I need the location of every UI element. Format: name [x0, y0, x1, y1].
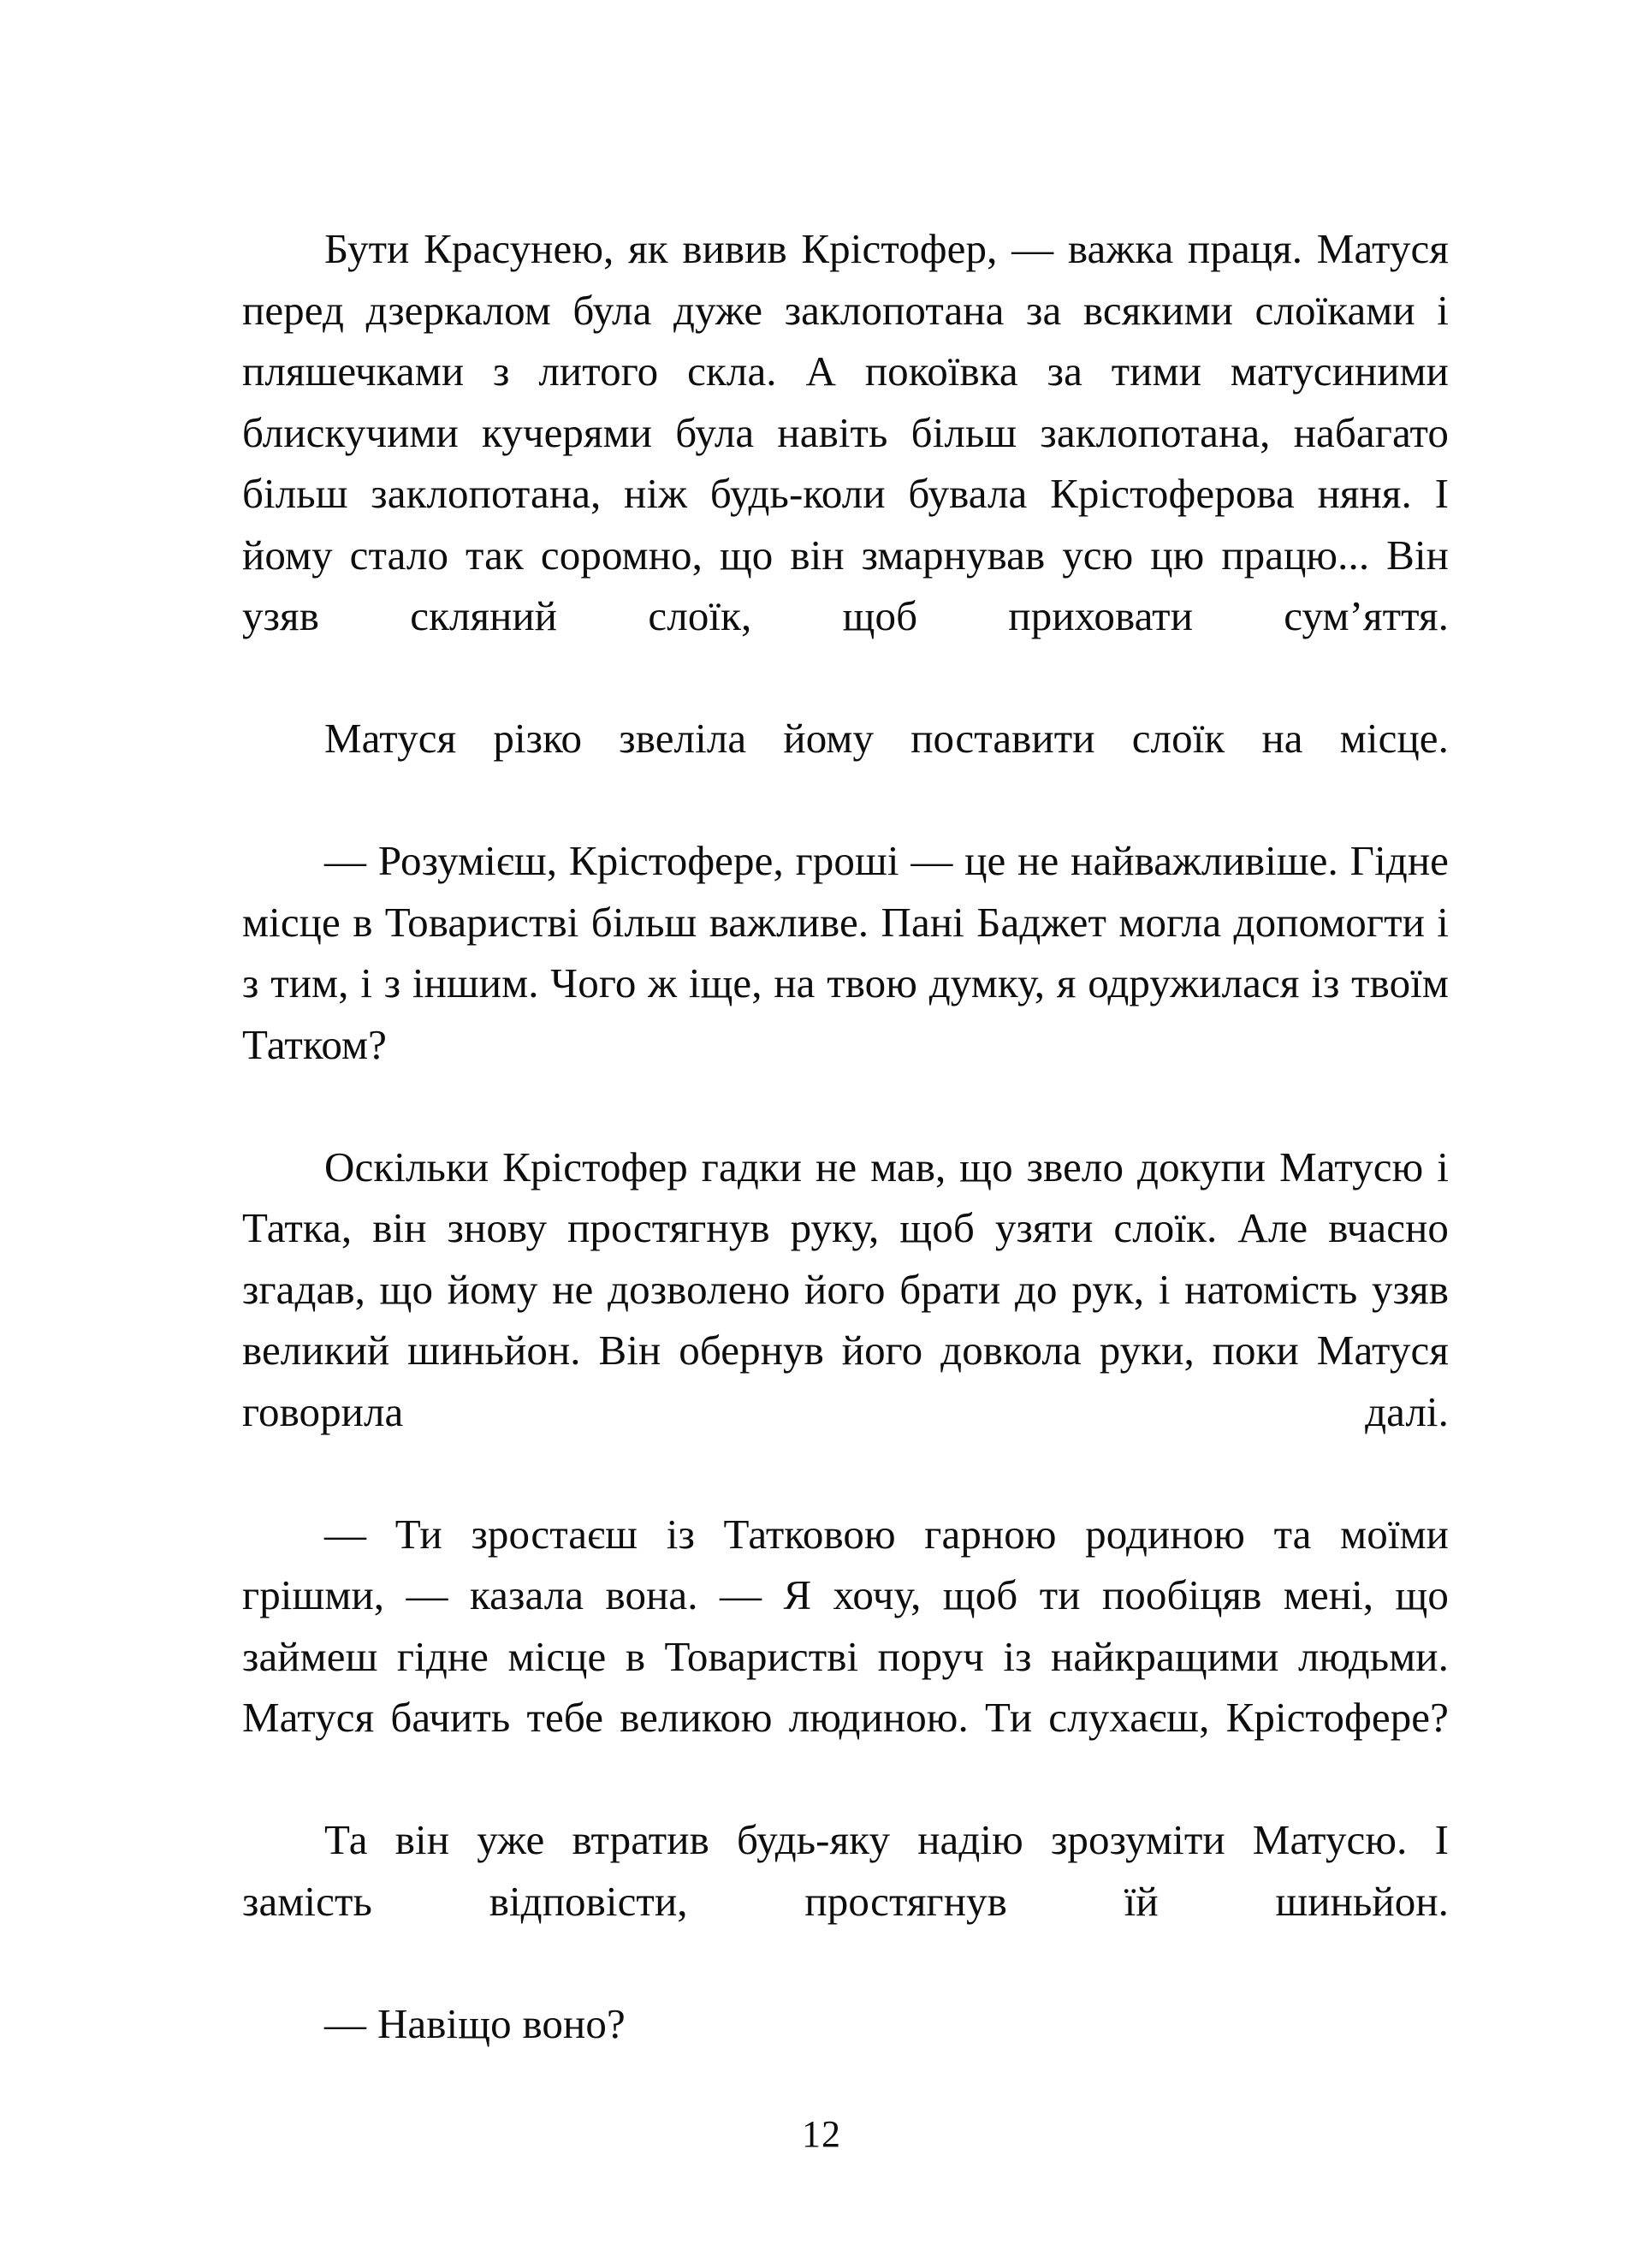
page-number: 12	[802, 2113, 841, 2155]
paragraph: — Навіщо воно?	[324, 1999, 626, 2047]
paragraph: Бути Красунею, як вивив Крістофер, — важка праця. Матуся перед дзеркалом була дуже заклопотана за всякими слоїками і пляшечками з литого скла. А покоївка за тими матусиними блискучими кучерями була навіть більш заклопотана, набагато більш заклопотана, ніж будь-коли бувала Крістоферова няня. І йому стало так соромно, що він змарнував усю цю працю... Він узяв скляний слоїк, щоб приховати сум’яття.	[242, 225, 1449, 639]
paragraph: — Ти зростаєш із Татковою гарною родиною та моїми грішми, — казала вона. — Я хочу, щоб ти пообіцяв мені, що займеш гідне місце в Товаристві поруч із найкращими людьми. Матуся бачить тебе великою людиною. Ти слухаєш, Крістофере?	[242, 1510, 1449, 1741]
page-text-body	[242, 218, 1449, 2054]
paragraph: — Розумієш, Крістофере, гроші — це не найважливіше. Гідне місце в Товаристві більш важливе. Пані Баджет могла допомогти і з тим, і з іншим. Чого ж іще, на твою думку, я одружилася із твоїм Татком?	[242, 837, 1449, 1068]
paragraph: Матуся різко звеліла йому поставити слоїк на місце.	[324, 715, 1449, 762]
paragraph: Оскільки Крістофер гадки не мав, що звело докупи Матусю і Татка, він знову простягнув руку, щоб узяти слоїк. Але вчасно згадав, що йому не дозволено його брати до рук, і натомість узяв великий шиньйон. Він обернув його довкола руки, поки Матуся говорила далі.	[242, 1143, 1449, 1435]
paragraph: Та він уже втратив будь-яку надію зрозуміти Матусю. І замість відповісти, простягнув їй шиньйон.	[242, 1816, 1449, 1925]
